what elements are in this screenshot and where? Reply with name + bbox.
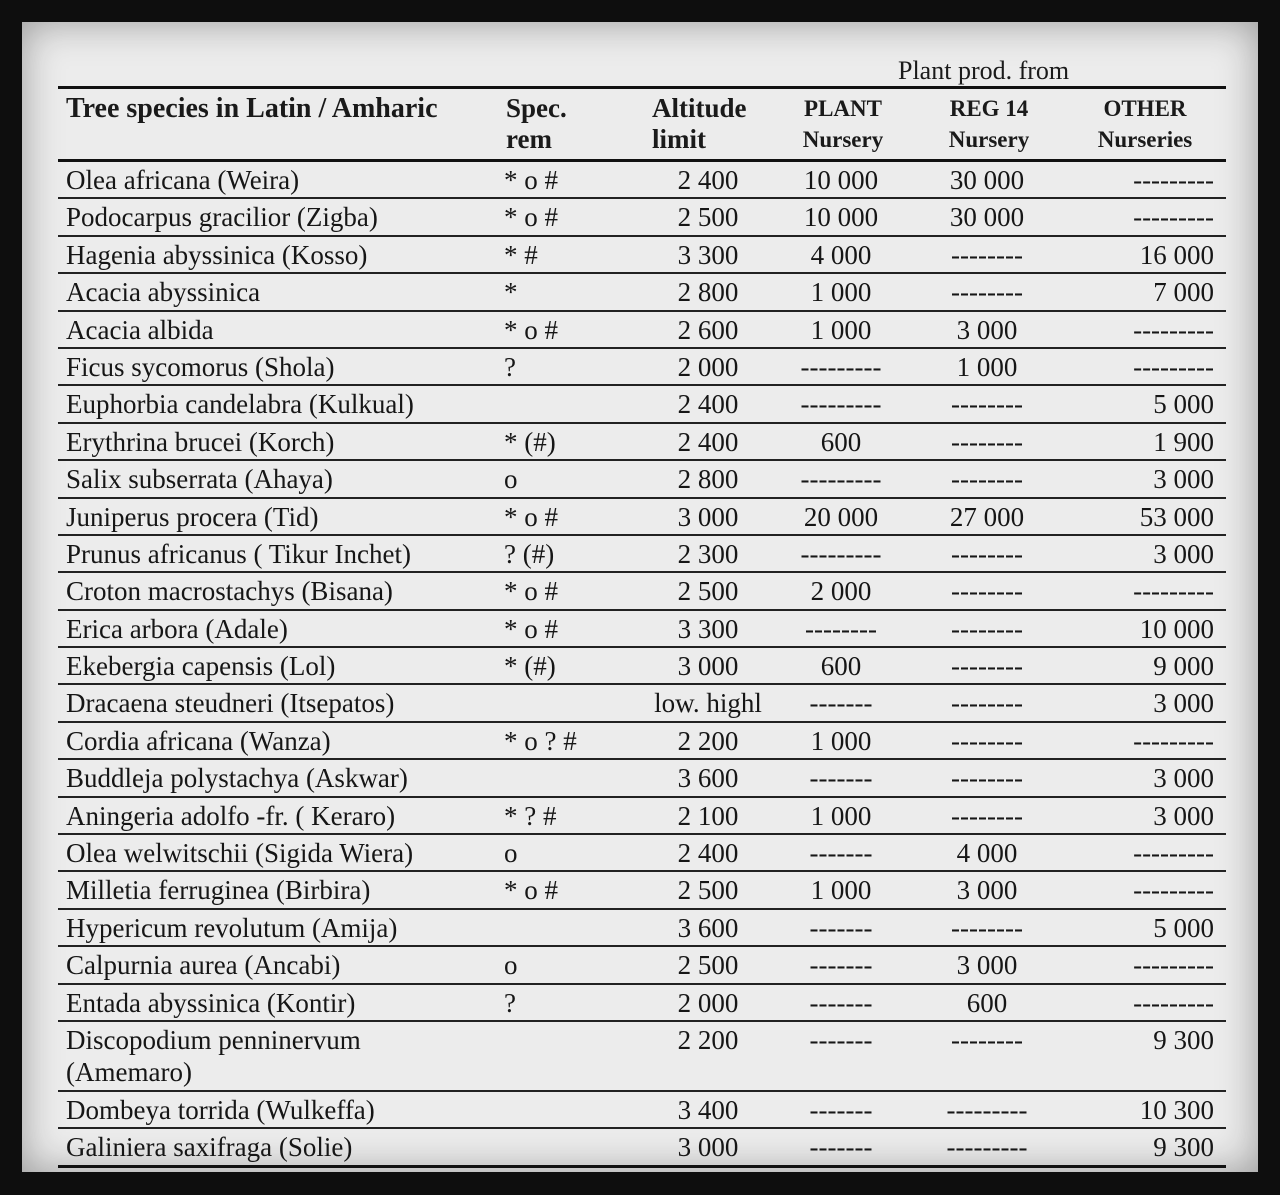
altitude-cell: 2 800 [677,464,739,495]
altitude-cell: 2 500 [677,576,739,607]
altitude-cell: 2 300 [677,538,739,569]
table-row [58,237,1226,274]
other-nurseries-cell: --------- [1133,838,1214,869]
reg14-nursery-cell: --------- [946,1132,1028,1163]
spec-rem-cell: ? (#) [504,538,555,569]
altitude-cell: 2 000 [677,987,739,1018]
altitude-cell: 2 500 [677,875,739,906]
altitude-cell: 3 300 [677,239,739,270]
other-nurseries-cell: --------- [1133,875,1214,906]
species-cell: Galiniera saxifraga (Solie) [66,1132,353,1163]
reg14-nursery-cell: 30 000 [949,165,1025,195]
table-row [58,162,1226,199]
reg14-nursery-cell: 27 000 [949,501,1025,532]
altitude-cell: 2 400 [677,838,739,869]
plant-nursery-cell: ------- [809,912,873,943]
plant-nursery-cell: 2 000 [810,576,872,607]
plant-nursery-cell: 20 000 [803,501,879,532]
spec-rem-cell: * o # [504,165,558,195]
column-header-altitude-limit: Altitude limit [652,93,747,154]
species-cell: Ekebergia capensis (Lol) [66,651,336,682]
plant-nursery-cell: --------- [800,389,882,420]
species-cell: Ficus sycomorus (Shola) [66,351,335,382]
species-cell: Buddleja polystachya (Askwar) [66,763,408,794]
altitude-cell: 3 000 [677,1132,739,1163]
altitude-cell: 3 600 [677,763,739,794]
plant-nursery-cell: -------- [805,613,877,644]
plant-nursery-cell: 1 000 [810,314,872,345]
altitude-cell: 2 400 [677,389,739,420]
plant-nursery-cell: 1 000 [810,875,872,906]
other-nurseries-cell: --------- [1133,987,1214,1018]
table-row [58,424,1226,461]
reg14-nursery-cell: 3 000 [956,314,1018,345]
other-nurseries-cell: --------- [1133,314,1214,345]
species-cell: Dombeya torrida (Wulkeffa) [66,1094,375,1125]
plant-nursery-cell: 1 000 [810,725,872,756]
table-row [58,349,1226,386]
species-cell: Erythrina brucei (Korch) [66,426,335,457]
altitude-cell: 3 300 [677,613,739,644]
tree-species-table [58,56,1226,1168]
altitude-cell: 3 400 [677,1094,739,1125]
other-nurseries-cell: 16 000 [1139,239,1214,270]
plant-nursery-cell: --------- [800,464,882,495]
other-nurseries-cell: 5 000 [1153,912,1214,943]
species-cell: Acacia abyssinica [66,277,261,308]
altitude-cell: 2 100 [677,800,739,831]
other-nurseries-cell: 3 000 [1153,763,1214,794]
reg14-nursery-cell: -------- [951,538,1023,569]
table-row [58,536,1226,573]
table-row [58,685,1226,722]
other-nurseries-cell: 9 300 [1153,1024,1214,1055]
table-row [58,648,1226,685]
other-nurseries-cell: 3 000 [1153,688,1214,719]
table-row [58,461,1226,498]
species-cell: Acacia albida [66,314,214,345]
spec-rem-cell: * ? # [504,800,557,831]
other-nurseries-cell: 10 000 [1139,613,1214,644]
plant-nursery-cell: ------- [809,1094,873,1125]
reg14-nursery-cell: -------- [951,725,1023,756]
table-row [58,274,1226,311]
reg14-nursery-cell: -------- [951,912,1023,943]
species-cell: Salix subserrata (Ahaya) [66,464,333,495]
spec-rem-cell: ? [504,351,516,382]
species-cell: Prunus africanus ( Tikur Inchet) [66,538,411,569]
table-row [58,1129,1226,1167]
spec-rem-cell: * o # [504,613,558,644]
plant-nursery-cell: ------- [809,1024,873,1055]
species-cell: Hypericum revolutum (Amija) [66,912,398,943]
table-row [58,573,1226,610]
plant-nursery-cell: --------- [800,351,882,382]
table-row [58,199,1226,236]
spec-rem-cell: * o # [504,202,558,233]
reg14-nursery-cell: -------- [951,688,1023,719]
other-nurseries-cell: 9 000 [1153,651,1214,682]
species-cell: Cordia africana (Wanza) [66,725,331,756]
other-nurseries-cell: --------- [1133,351,1214,382]
reg14-nursery-cell: 30 000 [949,202,1025,233]
table-body [58,162,1226,1168]
plant-nursery-cell: ------- [809,987,873,1018]
species-cell: Podocarpus gracilior (Zigba) [66,202,378,233]
table-row [58,312,1226,349]
reg14-nursery-cell: -------- [951,464,1023,495]
table-row [58,910,1226,947]
spec-rem-cell: * o # [504,875,558,906]
table-row [58,1092,1226,1129]
spec-rem-cell: * (#) [504,426,556,457]
table-row [58,760,1226,797]
altitude-cell: 3 000 [677,501,739,532]
table-row [58,499,1226,536]
column-header-reg14-nursery: REG 14 Nursery [948,96,1030,152]
column-header-plant-nursery: PLANT Nursery [802,96,884,152]
other-nurseries-cell: 10 300 [1139,1094,1214,1125]
spec-rem-cell: * o # [504,576,558,607]
plant-nursery-cell: 600 [820,426,862,457]
table-row [58,835,1226,872]
other-nurseries-cell: 5 000 [1153,389,1214,420]
column-header-species: Tree species in Latin / Amharic [66,93,438,124]
table-row [58,798,1226,835]
plant-nursery-cell: 10 000 [803,202,879,233]
species-cell: Erica arbora (Adale) [66,613,288,644]
plant-nursery-cell: --------- [800,538,882,569]
other-nurseries-cell: 3 000 [1153,800,1214,831]
species-cell: Entada abyssinica (Kontir) [66,987,356,1018]
spec-rem-cell: o [504,838,518,869]
spec-rem-cell: * (#) [504,651,556,682]
species-cell: Discopodium penninervum (Amemaro) [66,1024,361,1087]
reg14-nursery-cell: -------- [951,651,1023,682]
plant-nursery-cell: 1 000 [810,800,872,831]
reg14-nursery-cell: -------- [951,277,1023,308]
altitude-cell: 2 500 [677,950,739,981]
species-cell: Olea africana (Weira) [66,165,300,195]
other-nurseries-cell: --------- [1133,950,1214,981]
spec-rem-cell: * # [504,239,538,270]
altitude-cell: 2 600 [677,314,739,345]
plant-nursery-cell: 4 000 [810,239,872,270]
other-nurseries-cell: --------- [1133,202,1214,233]
reg14-nursery-cell: --------- [946,1094,1028,1125]
altitude-cell: 2 400 [677,165,739,195]
other-nurseries-cell: --------- [1133,576,1214,607]
reg14-nursery-cell: 3 000 [956,875,1018,906]
altitude-cell: 2 800 [677,277,739,308]
reg14-nursery-cell: -------- [951,613,1023,644]
reg14-nursery-cell: 600 [966,987,1008,1018]
other-nurseries-cell: --------- [1133,165,1214,195]
species-cell: Hagenia abyssinica (Kosso) [66,239,368,270]
species-cell: Euphorbia candelabra (Kulkual) [66,389,414,420]
altitude-cell: 3 000 [677,651,739,682]
scanned-page [22,22,1258,1172]
reg14-nursery-cell: -------- [951,576,1023,607]
other-nurseries-cell: --------- [1133,725,1214,756]
reg14-nursery-cell: -------- [951,389,1023,420]
species-cell: Juniperus procera (Tid) [66,501,319,532]
reg14-nursery-cell: -------- [951,1024,1023,1055]
spec-rem-cell: * o ? # [504,725,577,756]
species-cell: Croton macrostachys (Bisana) [66,576,393,607]
species-cell: Milletia ferruginea (Birbira) [66,875,371,906]
plant-nursery-cell: ------- [809,763,873,794]
spec-rem-cell: o [504,950,518,981]
table-row [58,386,1226,423]
altitude-cell: 3 600 [677,912,739,943]
column-header-other-nurseries: OTHER Nurseries [1097,96,1193,152]
table-row [58,947,1226,984]
other-nurseries-cell: 1 900 [1153,426,1214,457]
plant-nursery-cell: ------- [809,1132,873,1163]
table-row [58,723,1226,760]
other-nurseries-cell: 9 300 [1153,1132,1214,1163]
other-nurseries-cell: 3 000 [1153,464,1214,495]
table-row [58,1022,1226,1092]
spec-rem-cell: * o # [504,501,558,532]
reg14-nursery-cell: 3 000 [956,950,1018,981]
altitude-cell: 2 200 [677,725,739,756]
altitude-cell: low. highl [654,688,762,719]
species-cell: Olea welwitschii (Sigida Wiera) [66,838,414,869]
column-header-row [58,89,1226,159]
spec-rem-cell: * [504,277,518,308]
column-header-spec-rem: Spec. rem [506,93,567,154]
plant-nursery-cell: 1 000 [810,277,872,308]
plant-nursery-cell: ------- [809,838,873,869]
reg14-nursery-cell: -------- [951,763,1023,794]
reg14-nursery-cell: -------- [951,426,1023,457]
plant-nursery-cell: 600 [820,651,862,682]
reg14-nursery-cell: -------- [951,800,1023,831]
plant-prod-from-label: Plant prod. from [898,56,1070,85]
table-row [58,872,1226,909]
reg14-nursery-cell: 1 000 [956,351,1018,382]
other-nurseries-cell: 3 000 [1153,538,1214,569]
altitude-cell: 2 000 [677,351,739,382]
spec-rem-cell: * o # [504,314,558,345]
plant-nursery-cell: ------- [809,688,873,719]
altitude-cell: 2 500 [677,202,739,233]
group-header [58,56,1226,86]
plant-nursery-cell: 10 000 [803,165,879,195]
other-nurseries-cell: 53 000 [1139,501,1214,532]
table-row [58,611,1226,648]
spec-rem-cell: ? [504,987,516,1018]
reg14-nursery-cell: 4 000 [956,838,1018,869]
other-nurseries-cell: 7 000 [1153,277,1214,308]
altitude-cell: 2 200 [677,1024,739,1055]
altitude-cell: 2 400 [677,426,739,457]
table-row [58,985,1226,1022]
species-cell: Calpurnia aurea (Ancabi) [66,950,341,981]
reg14-nursery-cell: -------- [951,239,1023,270]
species-cell: Dracaena steudneri (Itsepatos) [66,688,395,719]
species-cell: Aningeria adolfo -fr. ( Keraro) [66,800,396,831]
spec-rem-cell: o [504,464,518,495]
plant-nursery-cell: ------- [809,950,873,981]
